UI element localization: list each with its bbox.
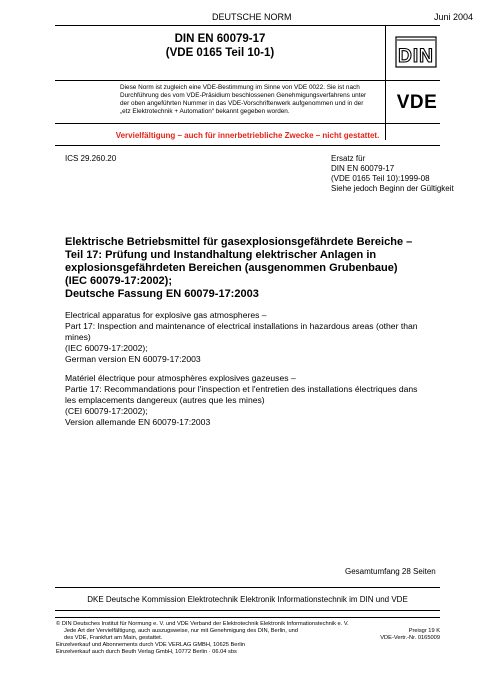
title-line: Electrical apparatus for explosive gas atmospheres – (65, 310, 267, 320)
svg-text:VDE: VDE (396, 92, 438, 112)
title-english (65, 310, 418, 365)
vde-notice-line: Diese Norm ist zugleich eine VDE-Bestimmung im Sinne von VDE 0022. Sie ist nach (120, 84, 360, 91)
title-line: Deutsche Fassung EN 60079-17:2003 (65, 288, 259, 300)
replaces-line: DIN EN 60079-17 (331, 164, 395, 173)
footer-line: © DIN Deutsches Institut für Normung e. V. und VDE Verband der Elektrotechnik Elektronik Informationstechnik e. V. (56, 621, 349, 627)
title-german (65, 236, 412, 301)
title-line: Version allemande EN 60079-17:2003 (65, 417, 211, 427)
footer-line: des VDE, Frankfurt am Main, gestattet. (64, 635, 163, 641)
vertrieb-number: VDE-Vertr.-Nr. 0165009 (380, 635, 440, 641)
replaces-line: (VDE 0165 Teil 10):1999-08 (331, 174, 430, 183)
divider (55, 80, 440, 81)
issue-date: Juni 2004 (434, 12, 474, 22)
norm-label: DEUTSCHE NORM (212, 12, 292, 22)
copy-notice: Vervielfältigung – auch für innerbetriebliche Zwecke – nicht gestattet. (115, 131, 380, 140)
replaces-line: Ersatz für (331, 154, 366, 163)
title-line: Part 17: Inspection and maintenance of electrical installations in hazardous areas (other than (65, 321, 418, 331)
din-number: DIN EN 60079-17 (174, 33, 266, 45)
title-line: explosionsgefährdeten Bereichen (ausgenommen Grubenbaue) (65, 262, 398, 274)
divider (55, 25, 440, 26)
document-number (55, 32, 385, 60)
footer-line: Einzelverkauf und Abonnements durch VDE VERLAG GMBH, 10625 Berlin (56, 642, 246, 648)
title-line: Matériel électrique pour atmosphères explosives gazeuses – (65, 373, 296, 383)
svg-text:DIN: DIN (398, 46, 434, 67)
footer-pricing (380, 628, 440, 642)
title-french (65, 373, 417, 428)
title-line: Teil 17: Prüfung und Instandhaltung elektrischer Anlagen in (65, 249, 377, 261)
vde-logo (392, 90, 442, 112)
title-line: German version EN 60079-17:2003 (65, 354, 201, 364)
title-line: (IEC 60079-17:2002); (65, 343, 148, 353)
title-line: (CEI 60079-17:2002); (65, 406, 148, 416)
divider (55, 610, 440, 611)
price-group: Preisgr 19 K (408, 628, 440, 634)
vde-notice-line: der oben angeführten Nummer in das VDE-Vorschriftenwerk aufgenommen und in der (120, 100, 364, 107)
title-line: (IEC 60079-17:2002); (65, 275, 173, 287)
vde-notice (120, 84, 366, 116)
vde-number: (VDE 0165 Teil 10-1) (165, 47, 275, 59)
din-logo (395, 36, 437, 68)
title-line: Partie 17: Recommandations pour l'inspection et l'entretien des installations électriques dans (65, 384, 418, 394)
committee: DKE Deutsche Kommission Elektrotechnik Elektronik Informationstechnik im DIN und VDE (87, 595, 408, 604)
vde-notice-line: „etz Elektrotechnik + Automation“ bekannt gegeben worden. (120, 108, 290, 115)
divider (55, 145, 440, 146)
replaces-block (331, 154, 454, 194)
footer-line: Einzelverkauf auch durch Beuth Verlag GmbH, 10772 Berlin · 06.04 sbs (56, 649, 237, 655)
ics-code: ICS 29.260.20 (65, 154, 117, 163)
replaces-line: Siehe jedoch Beginn der Gültigkeit (331, 184, 454, 193)
title-line: mines) (65, 332, 91, 342)
page-count: Gesamtumfang 28 Seiten (345, 567, 436, 576)
footer-line: Jede Art der Vervielfältigung, auch auszugsweise, nur mit Genehmigung des DIN, Berlin, und (64, 628, 298, 634)
title-line: Elektrische Betriebsmittel für gasexplosionsgefährdete Bereiche – (65, 236, 413, 248)
footer-copyright (56, 621, 349, 656)
divider (55, 123, 440, 124)
vde-notice-line: Durchführung des vom VDE-Präsidium beschlossenen Genehmigungsverfahrens unter (120, 92, 367, 99)
divider (55, 587, 440, 588)
divider (55, 617, 440, 618)
title-line: les emplacements dangereux (autres que les mines) (65, 395, 265, 405)
